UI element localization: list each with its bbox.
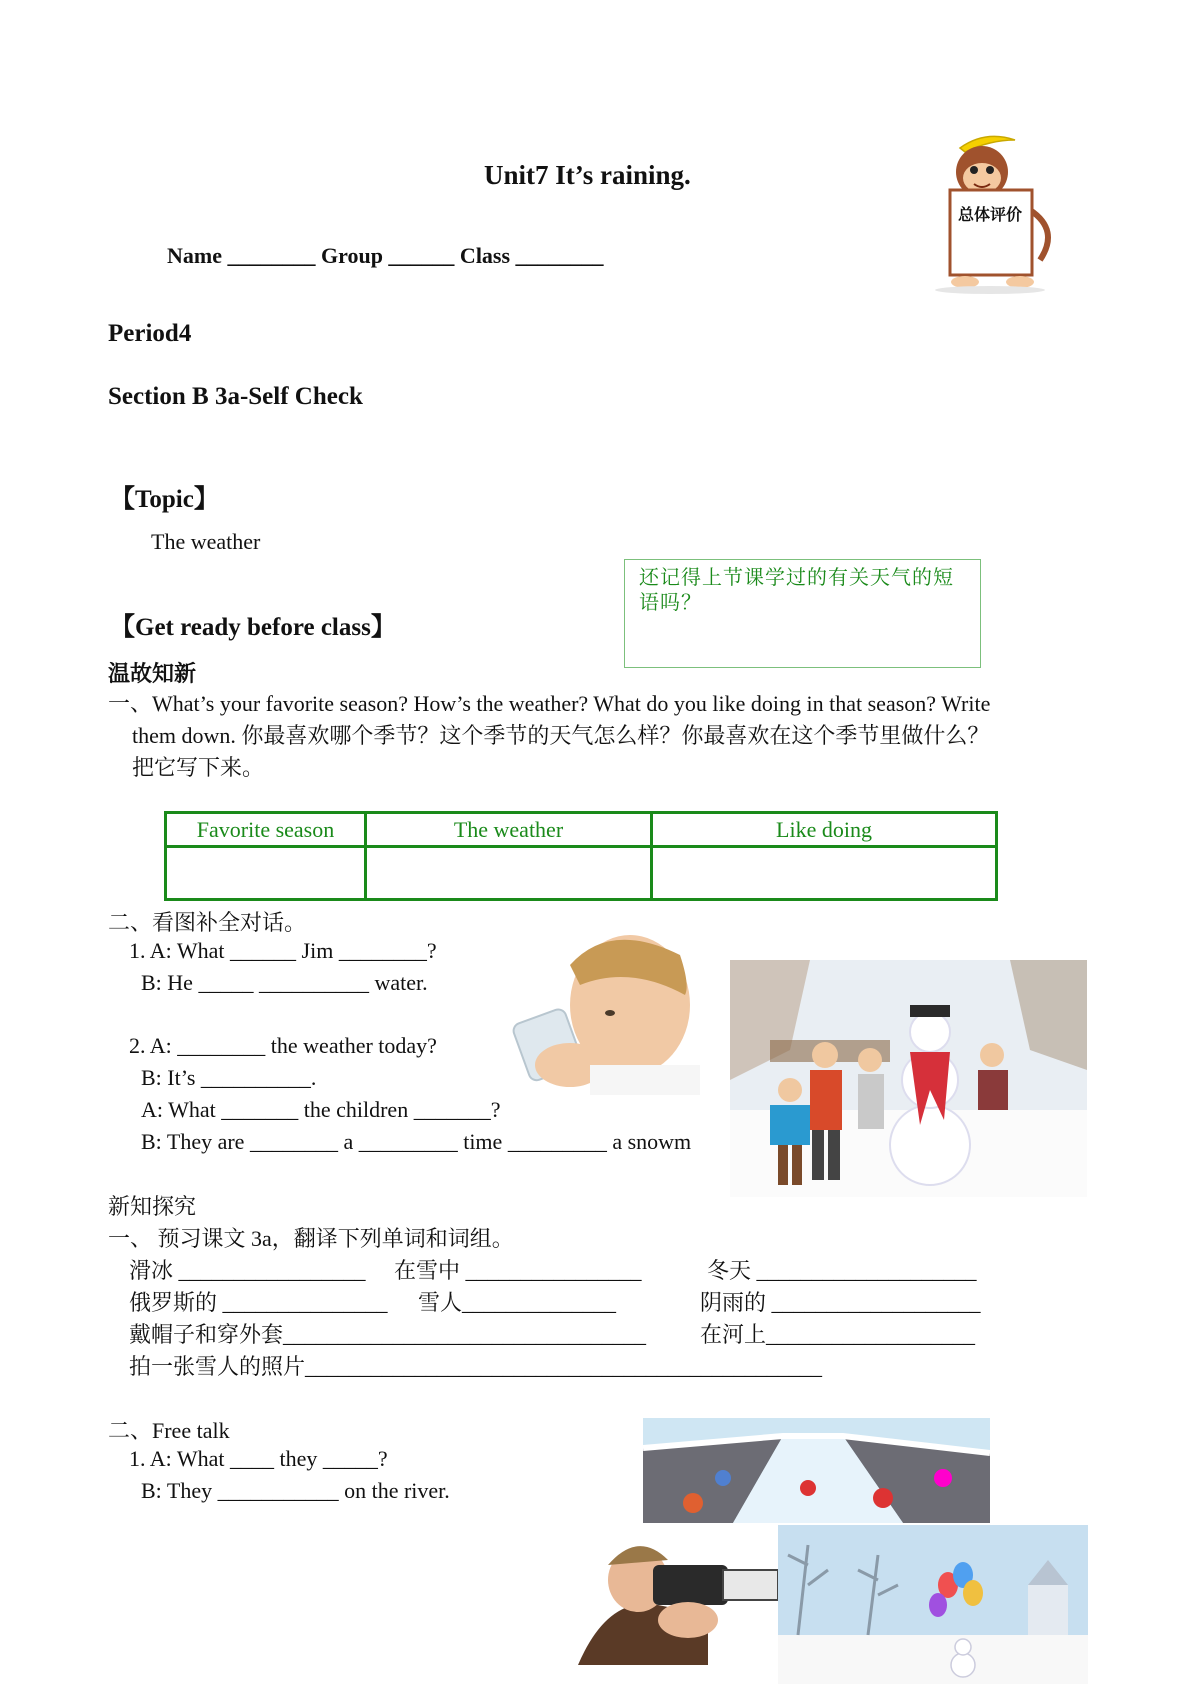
- column-header-weather: The weather: [366, 813, 652, 847]
- page-title: Unit7 It’s raining.: [484, 160, 691, 190]
- dialog-line[interactable]: B: He _____ __________ water.: [141, 970, 428, 995]
- review-note-box: 还记得上节课学过的有关天气的短语吗？: [624, 559, 981, 668]
- name-group-class-line[interactable]: Name ________ Group ______ Class ________: [167, 243, 604, 268]
- dialog-heading: 二、看图补全对话。: [108, 910, 307, 935]
- translate-item[interactable]: 阴雨的 ___________________: [700, 1290, 981, 1315]
- translate-item[interactable]: 在河上___________________: [700, 1322, 976, 1347]
- question-1-line-3: 把它写下来。: [132, 755, 265, 780]
- translate-item[interactable]: 冬天 ____________________: [707, 1258, 977, 1283]
- review-subheading: 温故知新: [108, 661, 197, 686]
- dialog-line[interactable]: 2. A: ________ the weather today?: [129, 1033, 437, 1058]
- badge-label: 总体评价: [958, 205, 1023, 224]
- translate-item[interactable]: 拍一张雪人的照片_______________________________________________: [129, 1354, 823, 1379]
- dialog-line[interactable]: 1. A: What ______ Jim ________?: [129, 938, 437, 963]
- question-1-line-2: them down. 你最喜欢哪个季节？这个季节的天气怎么样？你最喜欢在这个季节里做什么？: [132, 723, 990, 748]
- column-header-favorite-season: Favorite season: [166, 813, 366, 847]
- translate-item[interactable]: 俄罗斯的 _______________: [129, 1290, 388, 1315]
- translation-task: 一、 预习课文 3a，翻译下列单词和词组。: [108, 1226, 514, 1251]
- answer-cell-weather[interactable]: [366, 847, 652, 900]
- translate-item[interactable]: 在雪中 ________________: [394, 1258, 642, 1283]
- boy-drinking-water-photo: [500, 925, 720, 1095]
- free-talk-line[interactable]: B: They ___________ on the river.: [141, 1478, 450, 1503]
- translate-item[interactable]: 滑冰 _________________: [129, 1258, 366, 1283]
- column-header-like-doing: Like doing: [652, 813, 997, 847]
- children-snowman-photo: [730, 960, 1087, 1197]
- free-talk-heading: 二、Free talk: [108, 1418, 230, 1443]
- topic-text: The weather: [151, 529, 261, 554]
- answer-cell-favorite-season[interactable]: [166, 847, 366, 900]
- topic-heading: 【Topic】: [110, 486, 219, 513]
- dialog-line[interactable]: A: What _______ the children _______?: [141, 1097, 501, 1122]
- free-talk-line[interactable]: 1. A: What ____ they _____?: [129, 1446, 388, 1471]
- section-label: Section B 3a-Self Check: [108, 383, 363, 410]
- translate-item[interactable]: 雪人______________: [418, 1290, 617, 1315]
- get-ready-heading: 【Get ready before class】: [110, 614, 396, 641]
- translate-item[interactable]: 戴帽子和穿外套_________________________________: [129, 1322, 647, 1347]
- season-answer-table: [164, 811, 998, 901]
- winter-scene-photo: [778, 1525, 1088, 1684]
- period-label: Period4: [108, 320, 192, 347]
- dialog-line[interactable]: B: It’s __________.: [141, 1065, 317, 1090]
- dialog-line[interactable]: B: They are ________ a _________ time _________ a snowm: [141, 1129, 692, 1154]
- photographer-photo: [578, 1525, 778, 1665]
- answer-cell-like-doing[interactable]: [652, 847, 997, 900]
- new-knowledge-heading: 新知探究: [108, 1194, 197, 1219]
- question-1-line-1: 一、What’s your favorite season? How’s the weather? What do you like doing in that season? Write: [108, 691, 991, 716]
- skating-on-river-illustration: [643, 1418, 990, 1523]
